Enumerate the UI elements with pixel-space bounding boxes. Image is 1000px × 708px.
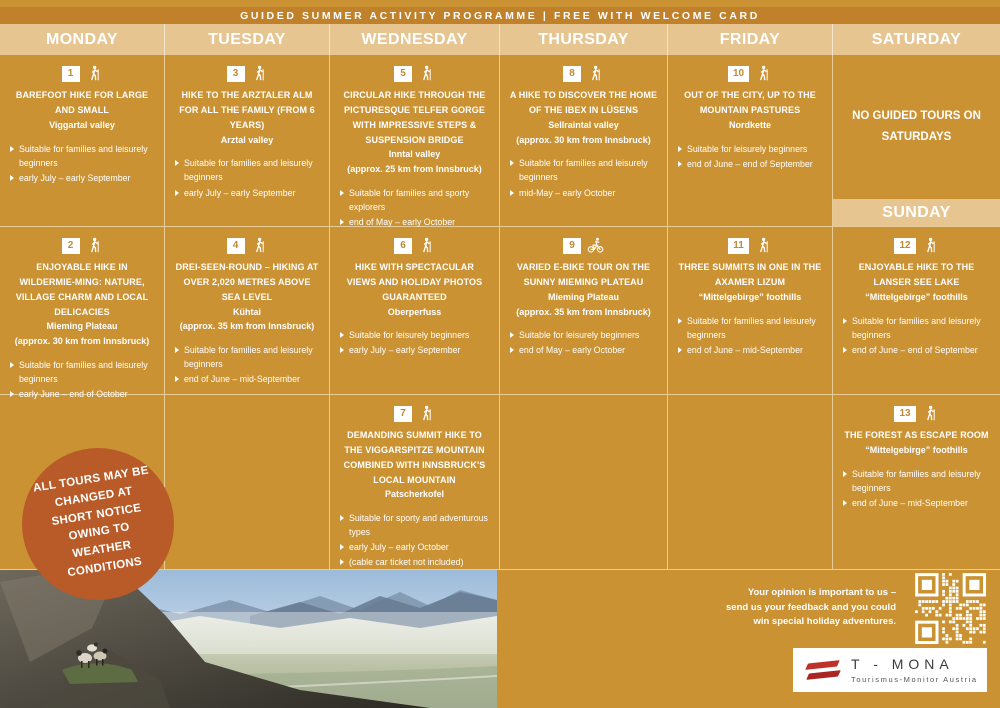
activity-cell-6 xyxy=(330,227,500,394)
activity-number: 9 xyxy=(563,238,581,254)
bullet-arrow-icon xyxy=(340,347,344,353)
activity-title: CIRCULAR HIKE THROUGH THE PICTURESQUE TELFER GORGE WITH IMPRESSIVE STEPS & SUSPENSION BRIDGE xyxy=(343,90,486,145)
activity-details xyxy=(339,328,490,357)
activity-bullet: Suitable for families and leisurely beginners xyxy=(9,142,155,170)
activity-number-row xyxy=(9,237,155,254)
hiker-icon xyxy=(251,237,268,254)
day-header-row xyxy=(0,24,1000,55)
activity-details xyxy=(339,186,490,229)
bottom-band xyxy=(0,570,1000,708)
activity-cell-10 xyxy=(668,55,833,226)
activity-number-row xyxy=(339,405,490,422)
activity-location: Kühtai xyxy=(233,306,261,317)
activity-number: 11 xyxy=(728,238,749,254)
activity-bullet: early July – early September xyxy=(339,343,490,357)
activity-bullet: (cable car ticket not included) xyxy=(339,555,490,569)
empty-cell xyxy=(500,395,668,569)
hiker-icon xyxy=(86,65,103,82)
activity-bullet: Suitable for leisurely beginners xyxy=(677,142,823,156)
activity-cell-4 xyxy=(165,227,330,394)
hiker-icon xyxy=(755,237,772,254)
tmona-logo xyxy=(793,648,987,692)
day-header-friday: FRIDAY xyxy=(668,24,833,55)
no-tours-notice: NO GUIDED TOURS ON SATURDAYS xyxy=(852,110,981,143)
empty-cell xyxy=(165,395,330,569)
bullet-arrow-icon xyxy=(843,471,847,477)
bullet-arrow-icon xyxy=(340,559,344,565)
activity-location: “Mittelgebirge” foothills xyxy=(865,291,968,302)
activity-cell-8 xyxy=(500,55,668,226)
bullet-arrow-icon xyxy=(843,347,847,353)
activity-number: 10 xyxy=(728,66,749,82)
bullet-arrow-icon xyxy=(10,146,14,152)
activity-title: THE FOREST AS ESCAPE ROOM xyxy=(844,430,989,440)
activity-bullet: Suitable for families and leisurely beginners xyxy=(9,358,155,386)
activity-bullet: Suitable for families and leisurely beginners xyxy=(174,156,320,184)
bullet-arrow-icon xyxy=(510,160,514,166)
activity-number-row xyxy=(677,237,823,254)
hiker-icon xyxy=(587,65,604,82)
empty-cell xyxy=(668,395,833,569)
activity-details xyxy=(677,142,823,171)
activity-bullet: Suitable for families and sporty explorers xyxy=(339,186,490,214)
activity-title: OUT OF THE CITY, UP TO THE MOUNTAIN PASTURES xyxy=(684,90,816,115)
activity-title: THREE SUMMITS IN ONE IN THE AXAMER LIZUM xyxy=(678,262,822,287)
day-header-monday: MONDAY xyxy=(0,24,165,55)
bullet-arrow-icon xyxy=(678,347,682,353)
activity-location: Inntal valley xyxy=(388,149,441,160)
calendar-row-2 xyxy=(0,227,1000,400)
activity-cell-2 xyxy=(0,227,165,400)
day-header-thursday: THURSDAY xyxy=(500,24,668,55)
activity-distance: (approx. 30 km from Innsbruck) xyxy=(14,336,150,347)
weather-notice-text: ALL TOURS MAY BE CHANGED AT SHORT NOTICE OWING TO WEATHER CONDITIONS xyxy=(32,464,150,579)
bullet-arrow-icon xyxy=(175,160,179,166)
activity-cell-1 xyxy=(0,55,165,226)
activity-bullet: Suitable for leisurely beginners xyxy=(509,328,658,342)
activity-title: ENJOYABLE HIKE TO THE LANSER SEE LAKE xyxy=(858,262,975,287)
bullet-arrow-icon xyxy=(10,362,14,368)
activity-location: Oberperfuss xyxy=(387,306,442,317)
activity-number-row xyxy=(842,405,991,422)
activity-number-row xyxy=(677,65,823,82)
activity-number: 6 xyxy=(394,238,412,254)
day-header-saturday: SATURDAY xyxy=(871,30,962,48)
bullet-arrow-icon xyxy=(510,347,514,353)
activity-details xyxy=(339,511,490,569)
activity-title: DREI-SEEN-ROUND – HIKING AT OVER 2,020 METRES ABOVE SEA LEVEL xyxy=(175,262,319,302)
activity-location: Nordkette xyxy=(728,119,771,130)
activity-number-row xyxy=(842,237,991,254)
activity-details xyxy=(509,156,658,199)
day-header-sunday: SUNDAY xyxy=(833,199,1000,226)
hiker-icon xyxy=(418,405,435,422)
activity-bullet: Suitable for sporty and adventurous types xyxy=(339,511,490,539)
activity-title: BAREFOOT HIKE FOR LARGE AND SMALL xyxy=(15,90,149,115)
activity-bullet: Suitable for families and leisurely beginners xyxy=(677,314,823,342)
activity-bullet: Suitable for families and leisurely beginners xyxy=(174,343,320,371)
activity-distance: (approx. 35 km from Innsbruck) xyxy=(179,321,315,332)
title-bar xyxy=(0,7,1000,24)
activity-distance: (approx. 25 km from Innsbruck) xyxy=(347,164,482,175)
activity-bullet: Suitable for leisurely beginners xyxy=(339,328,490,342)
activity-details xyxy=(174,343,320,386)
bullet-arrow-icon xyxy=(678,146,682,152)
activity-number-row xyxy=(339,65,490,82)
activity-title: ENJOYABLE HIKE IN WILDERMIE-MING: NATURE, VILLAGE CHARM AND LOCAL DELICACIES xyxy=(15,262,149,317)
activity-distance: (approx. 35 km from Innsbruck) xyxy=(516,306,651,317)
activity-cell-11 xyxy=(668,227,833,394)
bullet-arrow-icon xyxy=(175,347,179,353)
bullet-arrow-icon xyxy=(340,190,344,196)
activity-title: HIKE WITH SPECTACULAR VIEWS AND HOLIDAY PHOTOS GUARANTEED xyxy=(346,262,483,302)
activity-number-row xyxy=(509,237,658,254)
activity-location: “Mittelgebirge” foothills xyxy=(698,291,802,302)
hiker-icon xyxy=(418,237,435,254)
feedback-line-3: win special holiday adventures. xyxy=(753,616,896,628)
activity-location: Viggartal valley xyxy=(49,119,115,130)
activity-number-row xyxy=(509,65,658,82)
hiker-icon xyxy=(251,65,268,82)
activity-cell-12 xyxy=(833,227,1000,394)
bullet-arrow-icon xyxy=(175,376,179,382)
activity-number-row xyxy=(174,237,320,254)
activity-bullet: end of June – mid-September xyxy=(677,343,823,357)
activity-title: VARIED E-BIKE TOUR ON THE SUNNY MIEMING PLATEAU xyxy=(516,262,651,287)
activity-number: 12 xyxy=(894,238,915,254)
bullet-arrow-icon xyxy=(340,332,344,338)
activity-location: Sellraintal valley xyxy=(548,119,619,130)
activity-number: 5 xyxy=(394,66,412,82)
activity-number: 2 xyxy=(62,238,80,254)
activity-title: DEMANDING SUMMIT HIKE TO THE VIGGARSPITZE MOUNTAIN COMBINED WITH INNSBRUCK'S LOCAL MOUNTAIN xyxy=(343,430,486,485)
bullet-arrow-icon xyxy=(510,332,514,338)
activity-cell-9 xyxy=(500,227,668,394)
cyclist-icon xyxy=(587,237,604,254)
activity-location: Mieming Plateau xyxy=(547,291,619,302)
activity-number-row xyxy=(339,237,490,254)
activity-location: “Mittelgebirge” foothills xyxy=(865,444,968,455)
day-header-wednesday: WEDNESDAY xyxy=(330,24,500,55)
bullet-arrow-icon xyxy=(510,190,514,196)
activity-location: Patscherkofel xyxy=(384,489,445,500)
hiker-icon xyxy=(922,237,939,254)
hiker-icon xyxy=(418,65,435,82)
hiker-icon xyxy=(755,65,772,82)
activity-bullet: end of May – early October xyxy=(339,215,490,229)
activity-bullet: Suitable for families and leisurely beginners xyxy=(509,156,658,184)
activity-bullet: Suitable for families and leisurely beginners xyxy=(842,467,991,495)
activity-number: 1 xyxy=(62,66,80,82)
bullet-arrow-icon xyxy=(10,175,14,181)
activity-bullet: end of June – end of September xyxy=(842,343,991,357)
activity-number: 3 xyxy=(227,66,245,82)
tmona-logo-icon xyxy=(806,660,839,679)
weather-notice-badge xyxy=(22,448,174,600)
activity-cell-5 xyxy=(330,55,500,226)
saturday-cell xyxy=(833,55,1000,226)
tmona-logo-subtitle: Tourismus-Monitor Austria xyxy=(851,675,978,684)
activity-cell-3 xyxy=(165,55,330,226)
activity-distance: (approx. 30 km from Innsbruck) xyxy=(516,134,651,145)
hiker-icon xyxy=(922,405,939,422)
bullet-arrow-icon xyxy=(175,190,179,196)
tmona-logo-name: T - MONA xyxy=(851,656,954,672)
bullet-arrow-icon xyxy=(843,318,847,324)
activity-details xyxy=(9,142,155,185)
bullet-arrow-icon xyxy=(340,219,344,225)
bullet-arrow-icon xyxy=(340,544,344,550)
activity-number: 7 xyxy=(394,406,412,422)
feedback-invitation xyxy=(646,586,896,630)
activity-number: 13 xyxy=(894,406,915,422)
activity-bullet: end of June – mid-September xyxy=(842,496,991,510)
activity-location: Arztal valley xyxy=(220,134,274,145)
qr-code xyxy=(915,573,987,645)
activity-bullet: early July – early September xyxy=(174,186,320,200)
activity-details xyxy=(677,314,823,357)
hiker-icon xyxy=(86,237,103,254)
activity-cell-13 xyxy=(833,395,1000,569)
activity-bullet: end of May – early October xyxy=(509,343,658,357)
activity-title: A HIKE TO DISCOVER THE HOME OF THE IBEX IN LÜSENS xyxy=(509,90,658,115)
calendar-row-1 xyxy=(0,55,1000,227)
activity-bullet: mid-May – early October xyxy=(509,186,658,200)
feedback-line-2: send us your feedback and you could xyxy=(726,601,896,613)
activity-location: Mieming Plateau xyxy=(46,321,118,332)
page-title: GUIDED SUMMER ACTIVITY PROGRAMME | FREE WITH WELCOME CARD xyxy=(240,9,760,22)
activity-details xyxy=(842,314,991,357)
day-header-tuesday: TUESDAY xyxy=(165,24,330,55)
bullet-arrow-icon xyxy=(678,318,682,324)
bullet-arrow-icon xyxy=(340,515,344,521)
activity-number-row xyxy=(174,65,320,82)
activity-bullet: early June – end of October xyxy=(9,387,155,401)
activity-bullet: early July – early October xyxy=(339,540,490,554)
activity-number-row xyxy=(9,65,155,82)
activity-bullet: early July – early September xyxy=(9,171,155,185)
activity-bullet: end of June – mid-September xyxy=(174,372,320,386)
feedback-line-1: Your opinion is important to us – xyxy=(747,587,896,598)
bullet-arrow-icon xyxy=(843,500,847,506)
activity-number: 8 xyxy=(563,66,581,82)
activity-number: 4 xyxy=(227,238,245,254)
activity-details xyxy=(174,156,320,199)
activity-details xyxy=(842,467,991,510)
activity-bullet: end of June – end of September xyxy=(677,157,823,171)
activity-details xyxy=(509,328,658,357)
activity-title: HIKE TO THE ARZTALER ALM FOR ALL THE FAMILY (FROM 6 YEARS) xyxy=(179,90,315,130)
bullet-arrow-icon xyxy=(678,161,682,167)
activity-cell-7 xyxy=(330,395,500,569)
activity-bullet: Suitable for families and leisurely beginners xyxy=(842,314,991,342)
